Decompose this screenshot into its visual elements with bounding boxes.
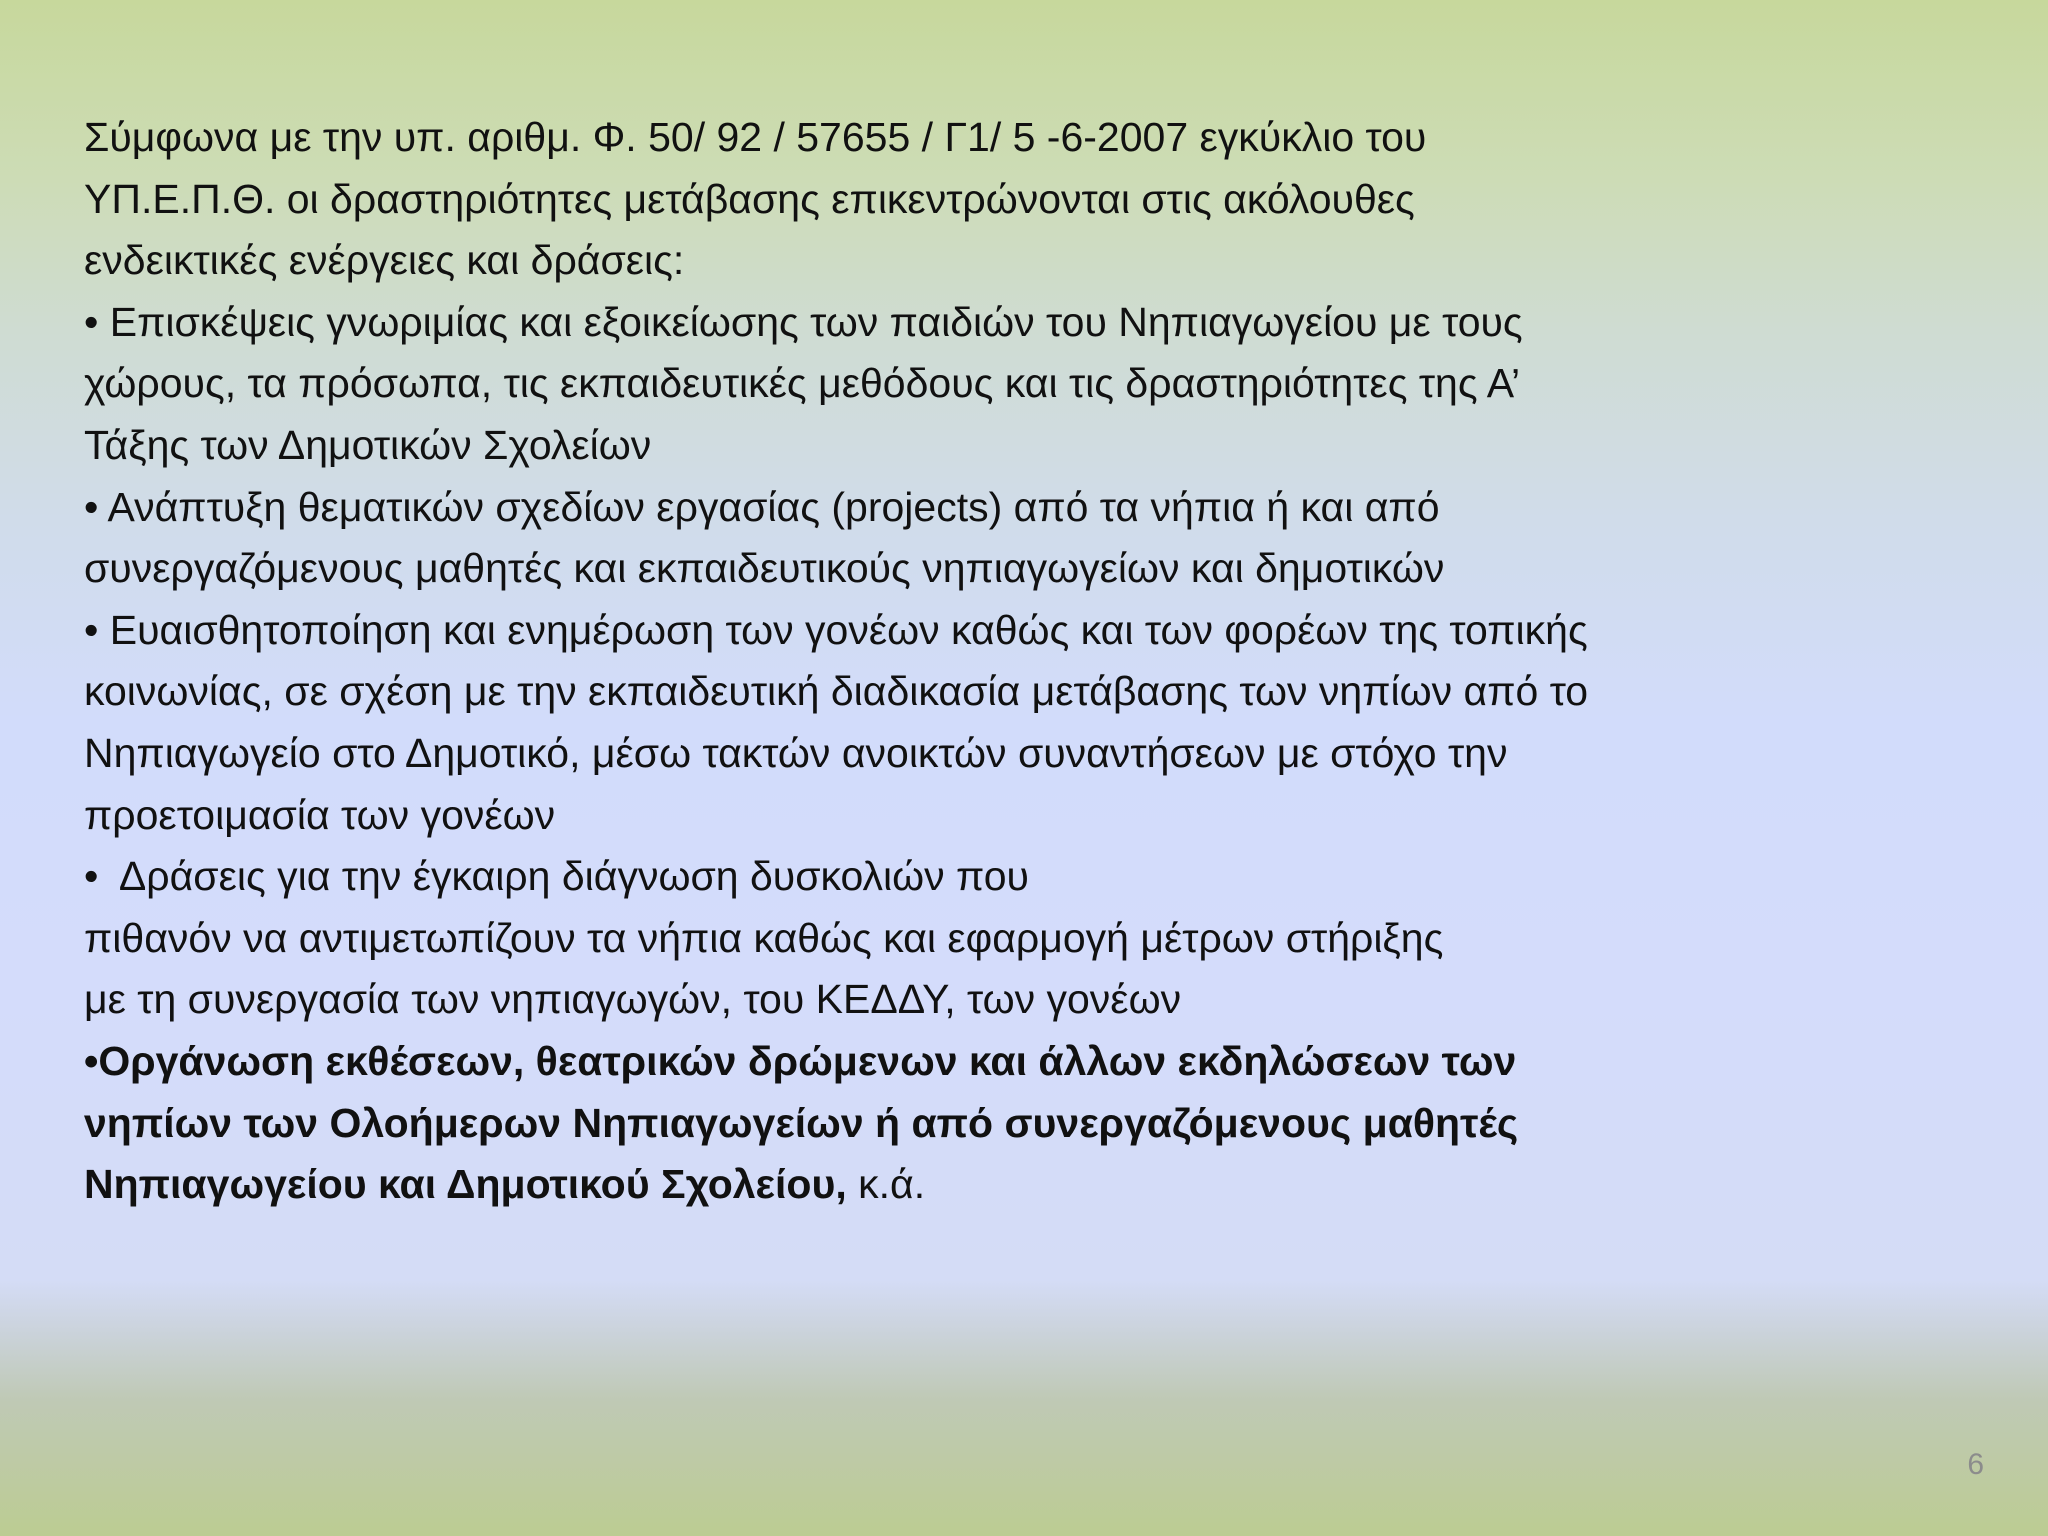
bold-bullet-line: •Οργάνωση εκθέσεων, θεατρικών δρώμενων και άλλων εκδηλώσεων των xyxy=(84,1037,1517,1084)
text-line: ενδεικτικές ενέργειες και δράσεις: xyxy=(84,237,685,284)
bullet-line: • Ανάπτυξη θεματικών σχεδίων εργασίας (projects) από τα νήπια ή και από xyxy=(84,483,1440,530)
text-suffix: κ.ά. xyxy=(846,1161,926,1208)
final-line xyxy=(84,1154,1984,1216)
bold-text-segment: Νηπιαγωγείου και Δημοτικού Σχολείου, xyxy=(84,1161,847,1208)
bullet-line: • Δράσεις για την έγκαιρη διάγνωση δυσκολιών που xyxy=(84,853,1029,900)
text-line: πιθανόν να αντιμετωπίζουν τα νήπια καθώς και εφαρμογή μέτρων στήριξης xyxy=(84,914,1444,961)
text-line: Νηπιαγωγείο στο Δημοτικό, μέσω τακτών ανοικτών συναντήσεων με στόχο την xyxy=(84,729,1508,776)
slide-body-text xyxy=(84,107,1984,1216)
text-line: ΥΠ.Ε.Π.Θ. οι δραστηριότητες μετάβασης επικεντρώνονται στις ακόλουθες xyxy=(84,175,1415,222)
text-line: συνεργαζόμενους μαθητές και εκπαιδευτικούς νηπιαγωγείων και δημοτικών xyxy=(84,545,1445,592)
bullet-line: • Ευαισθητοποίηση και ενημέρωση των γονέων καθώς και των φορέων της τοπικής xyxy=(84,606,1588,653)
text-line: με τη συνεργασία των νηπιαγωγών, του ΚΕΔΔΥ, των γονέων xyxy=(84,976,1182,1023)
text-line: προετοιμασία των γονέων xyxy=(84,791,556,838)
bullet-line: • Επισκέψεις γνωριμίας και εξοικείωσης των παιδιών του Νηπιαγωγείου με τους xyxy=(84,298,1523,345)
text-line: κοινωνίας, σε σχέση με την εκπαιδευτική διαδικασία μετάβασης των νηπίων από το xyxy=(84,668,1589,715)
text-line: Τάξης των Δημοτικών Σχολείων xyxy=(84,421,652,468)
bold-text-line: νηπίων των Ολοήμερων Νηπιαγωγείων ή από συνεργαζόμενους μαθητές xyxy=(84,1099,1519,1146)
text-line: Σύμφωνα με την υπ. αριθμ. Φ. 50/ 92 / 57655 / Γ1/ 5 -6-2007 εγκύκλιο του xyxy=(84,114,1427,160)
text-line: χώρους, τα πρόσωπα, τις εκπαιδευτικές μεθόδους και τις δραστηριότητες της Α’ xyxy=(84,360,1521,407)
slide-number: 6 xyxy=(1967,1448,1984,1481)
